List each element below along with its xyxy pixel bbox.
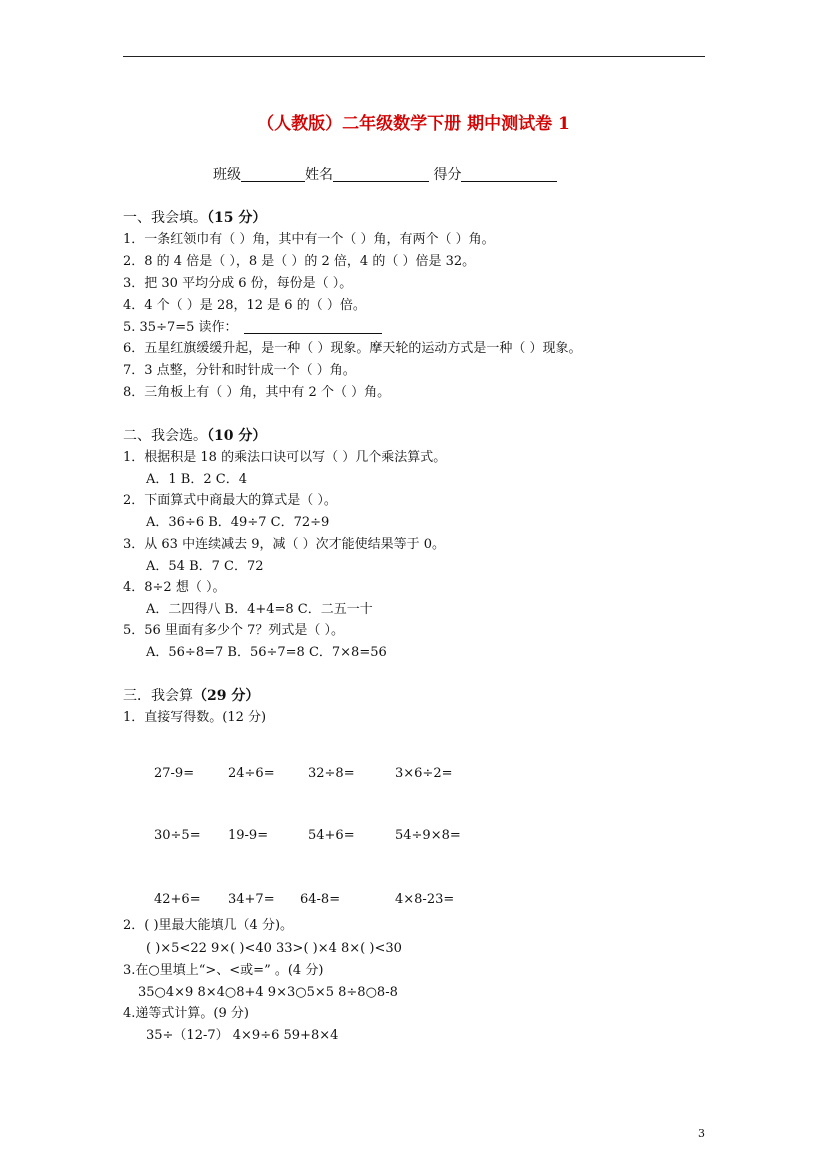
s2-options-1: A．1 B．2 C．4 xyxy=(146,472,247,487)
section-1-score: （15 分） xyxy=(207,210,267,226)
s1-question-4: 4．4 个（ ）是 28，12 是 6 的（ ）倍。 xyxy=(123,298,366,313)
header-rule xyxy=(123,56,705,57)
score-label: 得分 xyxy=(429,167,462,183)
calc-item: 34+7= xyxy=(228,892,275,907)
section-1-heading-text: 一、我会填。 xyxy=(123,210,207,226)
section-2-score: （10 分） xyxy=(207,428,267,444)
s1-question-8: 8．三角板上有（ ）角，其中有 2 个（ ）角。 xyxy=(123,385,391,400)
calc-item: 19-9= xyxy=(228,828,269,843)
section-1-heading xyxy=(123,209,266,227)
s1-question-6: 6．五星红旗缓缓升起，是一种（ ）现象。摩天轮的运动方式是一种（ ）现象。 xyxy=(123,341,582,356)
calc-item: 30÷5= xyxy=(154,828,201,843)
calc-item: 64-8= xyxy=(300,892,341,907)
s2-question-2: 2．下面算式中商最大的算式是（ ）。 xyxy=(123,493,337,508)
s3-question-4: 4.递等式计算。(9 分) xyxy=(123,1006,249,1021)
calc-item: 42+6= xyxy=(154,892,201,907)
calc-item: 54÷9×8= xyxy=(395,828,461,843)
s2-question-5: 5．56 里面有多少个 7？列式是（ ）。 xyxy=(123,623,344,638)
s2-question-4: 4．8÷2 想（ ）。 xyxy=(123,580,226,595)
section-2-heading-text: 二、我会选。 xyxy=(123,428,207,444)
s3-question-3-items: 35○4×9 8×4○8+4 9×3○5×5 8÷8○8-8 xyxy=(138,985,398,1000)
s1-question-3: 3．把 30 平均分成 6 份，每份是（ ）。 xyxy=(123,276,353,291)
name-label: 姓名 xyxy=(305,167,333,183)
section-3-heading-text: 三．我会算 xyxy=(123,688,193,704)
s1-question-5 xyxy=(123,319,382,337)
s1-question-5-blank[interactable] xyxy=(244,319,382,334)
calc-item: 3×6÷2= xyxy=(395,766,453,781)
s2-options-5: A．56÷8=7 B．56÷7=8 C．7×8=56 xyxy=(146,645,387,660)
score-blank[interactable] xyxy=(461,167,557,182)
s1-question-7: 7．3 点整，分针和时针成一个（ ）角。 xyxy=(123,363,356,378)
section-3-heading xyxy=(123,687,259,705)
section-3-score: （29 分） xyxy=(193,688,260,704)
s2-options-3: A．54 B．7 C．72 xyxy=(146,559,264,574)
s3-question-3: 3.在○里填上“>、<或=” 。(4 分) xyxy=(123,963,324,978)
class-blank[interactable] xyxy=(241,167,305,182)
s2-question-3: 3．从 63 中连续减去 9，减（ ）次才能使结果等于 0。 xyxy=(123,537,446,552)
s2-options-2: A．36÷6 B．49÷7 C．72÷9 xyxy=(146,515,330,530)
calc-item: 32÷8= xyxy=(308,766,355,781)
s1-question-1: 1．一条红领巾有（ ）角，其中有一个（ ）角，有两个（ ）角。 xyxy=(123,232,495,247)
s3-question-2: 2．( )里最大能填几（4 分)。 xyxy=(123,918,294,933)
class-label: 班级 xyxy=(213,167,241,183)
student-info-row xyxy=(213,166,557,184)
s1-question-5-text: 5. 35÷7=5 读作： xyxy=(123,320,238,335)
name-blank[interactable] xyxy=(333,167,429,182)
s2-question-1: 1．根据积是 18 的乘法口诀可以写（ ）几个乘法算式。 xyxy=(123,450,447,465)
page-number: 3 xyxy=(698,1127,705,1140)
calc-item: 54+6= xyxy=(308,828,355,843)
s3-question-1: 1．直接写得数。(12 分) xyxy=(123,710,267,725)
section-2-heading xyxy=(123,427,266,445)
calc-item: 27-9= xyxy=(154,766,195,781)
calc-item: 24÷6= xyxy=(228,766,275,781)
s3-question-4-items: 35÷（12-7） 4×9÷6 59+8×4 xyxy=(146,1028,339,1043)
s3-question-2-items: ( )×5<22 9×( )<40 33>( )×4 8×( )<30 xyxy=(146,941,402,956)
page-title: （人教版）二年级数学下册 期中测试卷 1 xyxy=(257,114,570,134)
calc-item: 4×8-23= xyxy=(395,892,455,907)
s2-options-4: A．二四得八 B．4+4=8 C．二五一十 xyxy=(146,602,373,617)
s1-question-2: 2．8 的 4 倍是（ ），8 是（ ）的 2 倍，4 的（ ）倍是 32。 xyxy=(123,254,476,269)
